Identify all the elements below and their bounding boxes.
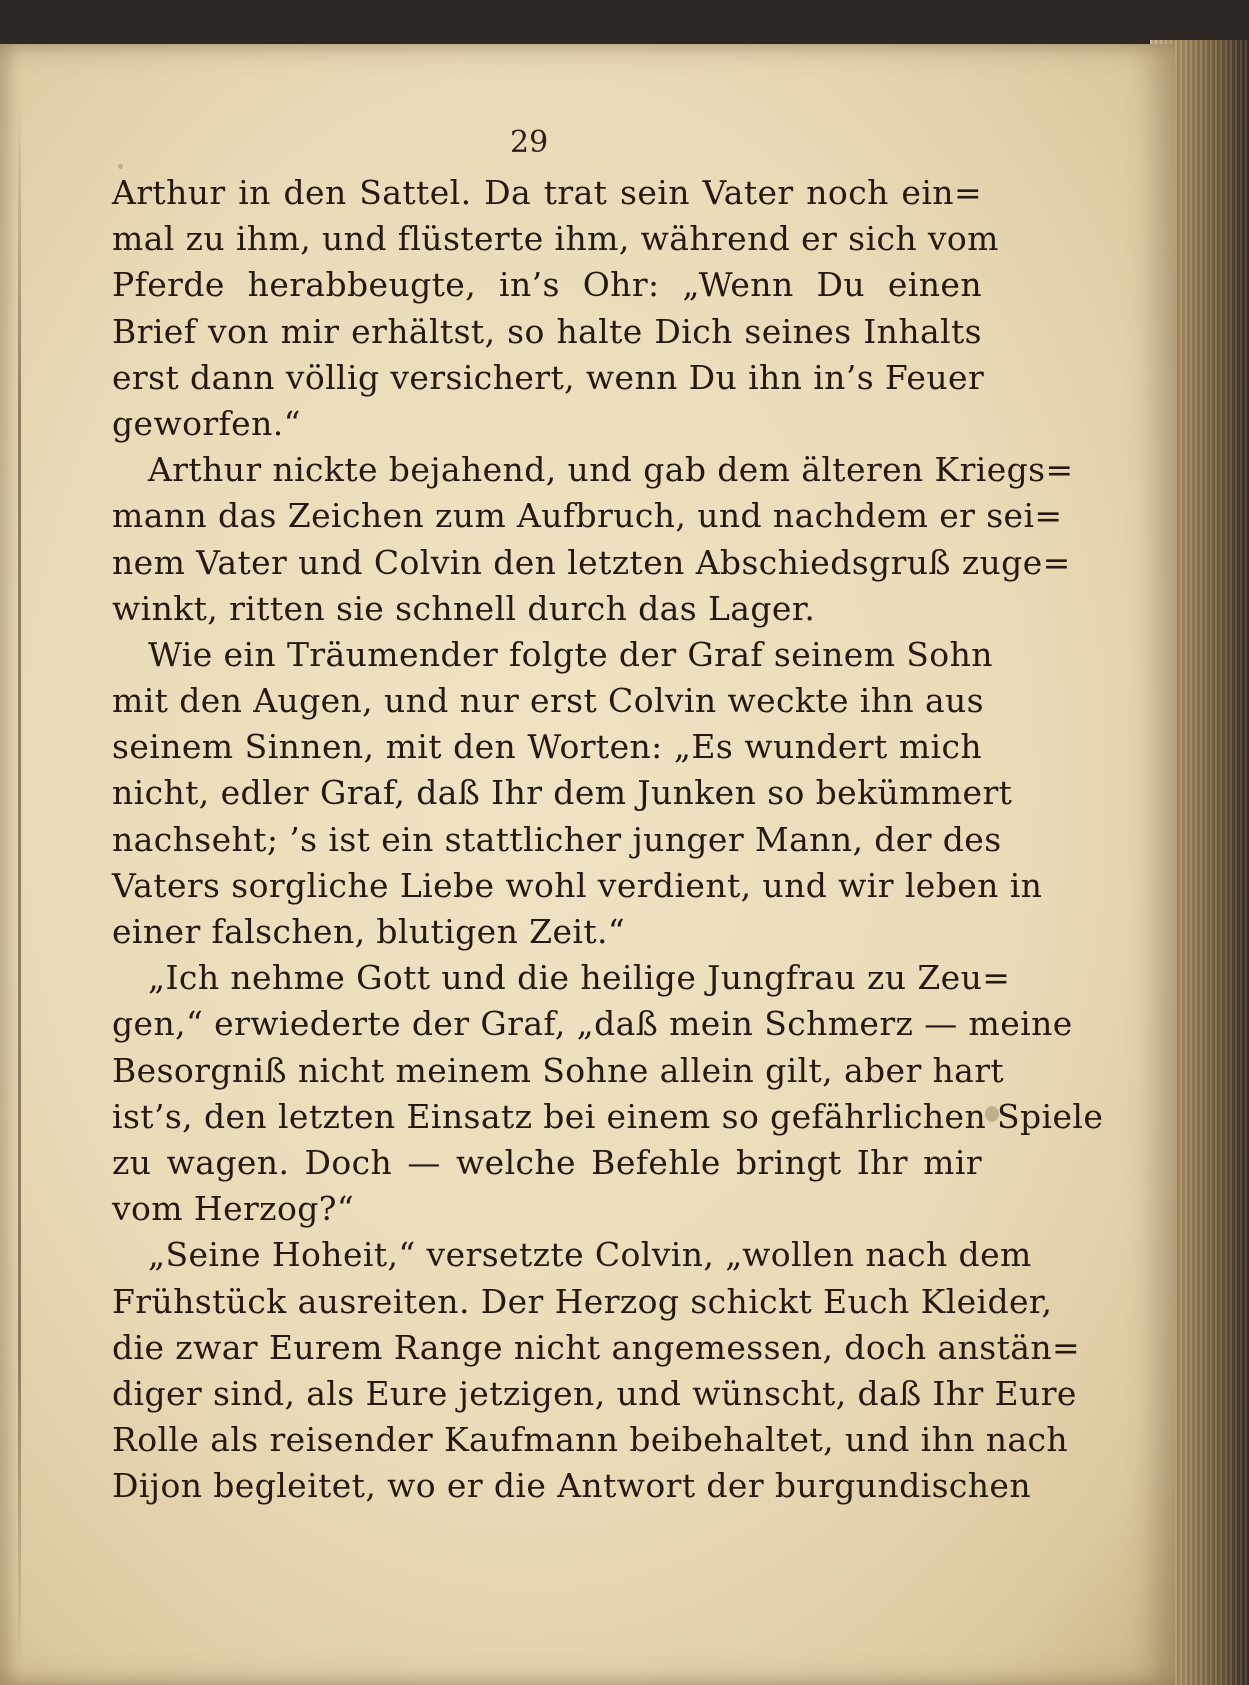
text-line: Pferde herabbeugte, in’s Ohr: „Wenn Du einen [112, 265, 982, 305]
text-line: Besorgniß nicht meinem Sohne allein gilt, aber hart [112, 1050, 1005, 1090]
text-line: mal zu ihm, und flüsterte ihm, während er sich vom [112, 219, 999, 259]
text-line: einer falschen, blutigen Zeit.“ [112, 912, 626, 951]
text-line: nem Vater und Colvin den letzten Abschiedsgruß zuge= [112, 542, 1071, 582]
page-number: 29 [510, 125, 549, 160]
text-line: Frühstück ausreiten. Der Herzog schickt Euch Kleider, [112, 1281, 1053, 1321]
text-line: die zwar Eurem Range nicht angemessen, doch anstän= [112, 1327, 1081, 1367]
text-line: zu wagen. Doch — welche Befehle bringt Ihr mir [112, 1142, 982, 1182]
text-line: Brief von mir erhältst, so halte Dich seines Inhalts [112, 311, 982, 351]
text-line: diger sind, als Eure jetzigen, und wünscht, daß Ihr Eure [112, 1373, 1077, 1413]
text-line: nachseht; ’s ist ein stattlicher junger Mann, der des [112, 819, 1002, 859]
text-line: mann das Zeichen zum Aufbruch, und nachdem er sei= [112, 496, 1063, 536]
text-line: winkt, ritten sie schnell durch das Lager. [112, 588, 816, 628]
text-line: Arthur in den Sattel. Da trat sein Vater noch ein= [112, 173, 982, 212]
text-line: „Seine Hoheit,“ versetzte Colvin, „wollen nach dem [148, 1235, 1032, 1275]
text-line: nicht, edler Graf, daß Ihr dem Junken so bekümmert [112, 773, 1013, 813]
text-line: Vaters sorgliche Liebe wohl verdient, und wir leben in [112, 865, 1043, 905]
text-line: geworfen.“ [112, 403, 301, 443]
text-line: gen,“ erwiederte der Graf, „daß mein Schmerz — meine [112, 1004, 1073, 1044]
text-line: mit den Augen, und nur erst Colvin weckte ihn aus [112, 681, 985, 721]
text-line: Wie ein Träumender folgte der Graf seinem Sohn [148, 634, 993, 674]
text-line: vom Herzog?“ [112, 1189, 355, 1229]
body-text [112, 170, 1104, 1509]
text-line: seinem Sinnen, mit den Worten: „Es wundert mich [112, 727, 982, 767]
text-line: Arthur nickte bejahend, und gab dem älteren Kriegs= [148, 450, 1074, 490]
text-line: ist’s, den letzten Einsatz bei einem so gefährlichen Spiele [112, 1096, 1104, 1136]
text-line: „Ich nehme Gott und die heilige Jungfrau zu Zeu= [148, 958, 1011, 998]
gutter-shadow [18, 104, 21, 1664]
ink-spot [118, 164, 123, 169]
text-line: erst dann völlig versichert, wenn Du ihn in’s Feuer [112, 357, 985, 397]
text-line: Dijon begleitet, wo er die Antwort der burgundischen [112, 1466, 1032, 1506]
text-line: Rolle als reisender Kaufmann beibehaltet, und ihn nach [112, 1420, 1069, 1460]
